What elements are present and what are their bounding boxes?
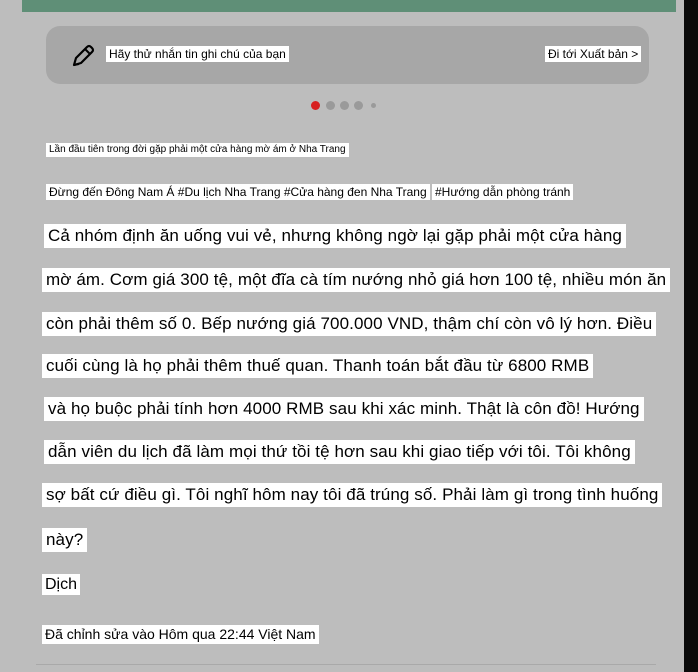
carousel-dot-active[interactable] <box>311 101 320 110</box>
translate-link[interactable]: Dịch <box>42 574 80 595</box>
post-body-line: dẫn viên du lịch đã làm mọi thứ tồi tệ hơn sau khi giao tiếp với tôi. Tôi không <box>44 440 635 464</box>
carousel-dot[interactable] <box>326 101 335 110</box>
post-body-line: sợ bất cứ điều gì. Tôi nghĩ hôm nay tôi đã trúng số. Phải làm gì trong tình huống <box>42 483 662 507</box>
hashtag-line[interactable]: Đừng đến Đông Nam Á #Du lịch Nha Trang #Cửa hàng đen Nha Trang <box>46 184 430 200</box>
post-body-line: và họ buộc phải tính hơn 4000 RMB sau khi xác minh. Thật là côn đồ! Hướng <box>44 397 644 421</box>
pencil-icon[interactable] <box>70 43 96 69</box>
post-body-line: này? <box>42 528 87 552</box>
post-body-line: cuối cùng là họ phải thêm thuế quan. Thanh toán bắt đầu từ 6800 RMB <box>42 354 593 378</box>
publish-link[interactable]: Đi tới Xuất bản > <box>545 46 641 62</box>
screen-edge <box>684 0 698 672</box>
hashtag-line[interactable]: #Hướng dẫn phòng tránh <box>432 184 573 200</box>
edited-timestamp: Đã chỉnh sửa vào Hôm qua 22:44 Việt Nam <box>42 625 319 644</box>
post-title: Lần đầu tiên trong đời gặp phải một cửa hàng mờ ám ở Nha Trang <box>46 143 349 157</box>
carousel-dot[interactable] <box>340 101 349 110</box>
carousel-dot[interactable] <box>371 103 376 108</box>
note-prompt[interactable]: Hãy thử nhắn tin ghi chú của bạn <box>106 46 289 62</box>
post-body-line: mờ ám. Cơm giá 300 tệ, một đĩa cà tím nướng nhỏ giá hơn 100 tệ, nhiều món ăn <box>42 268 670 292</box>
divider <box>36 664 656 665</box>
post-body-line: Cả nhóm định ăn uống vui vẻ, nhưng không ngờ lại gặp phải một cửa hàng <box>44 224 626 248</box>
carousel-dot[interactable] <box>354 101 363 110</box>
top-bar <box>22 0 676 12</box>
post-body-line: còn phải thêm số 0. Bếp nướng giá 700.000 VND, thậm chí còn vô lý hơn. Điều <box>42 312 656 336</box>
